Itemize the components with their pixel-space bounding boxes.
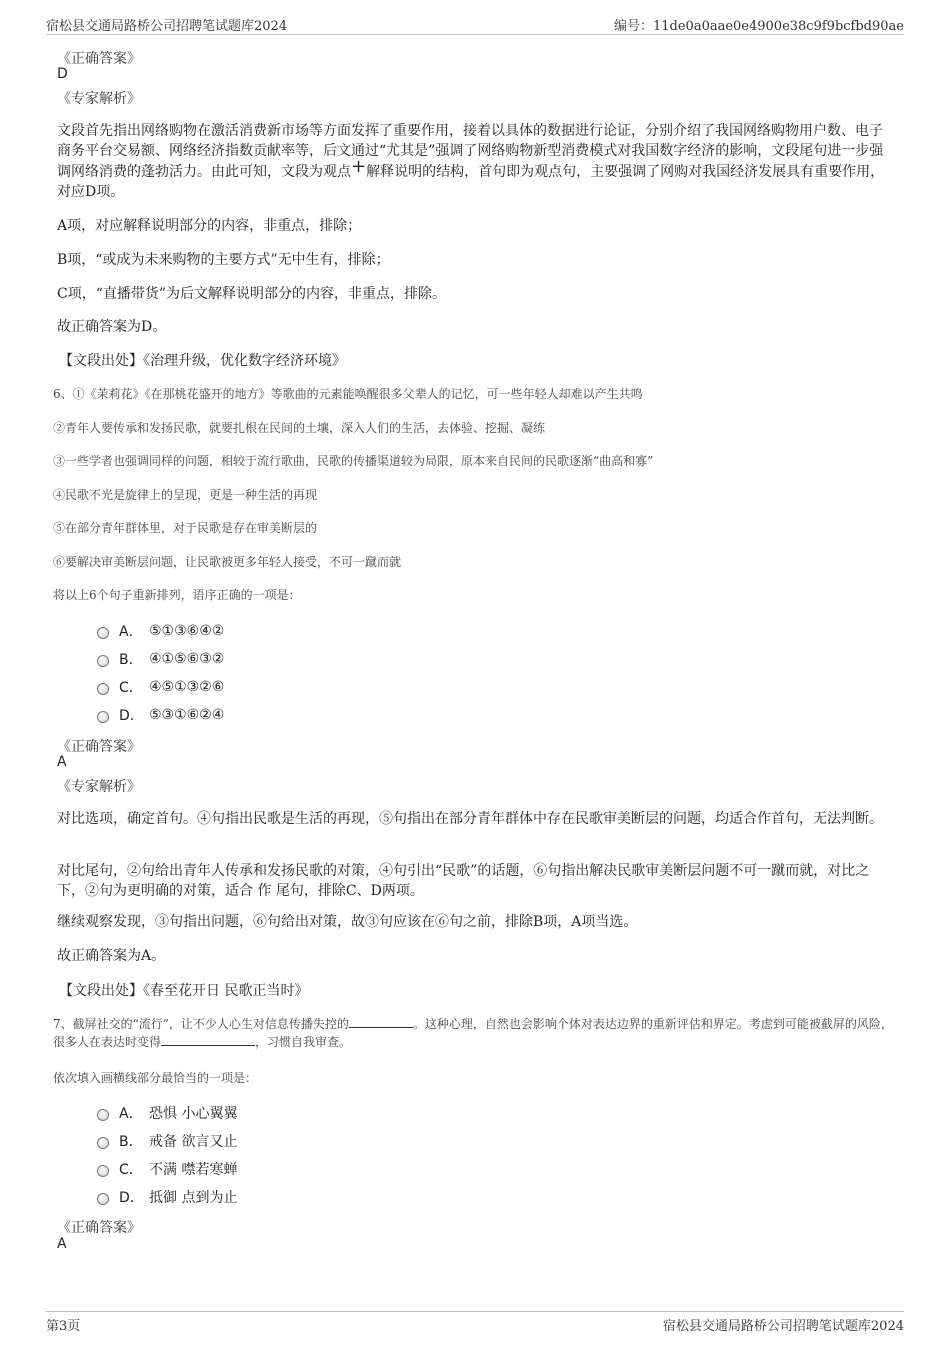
q5-analysis-label: 《专家解析》 — [57, 91, 141, 107]
q6-sentence-3: ③一些学者也强调同样的问题，相较于流行歌曲，民歌的传播渠道较为局限，原本来自民间的民歌逐渐“曲高和寡” — [53, 454, 654, 468]
radio-icon[interactable] — [97, 1165, 109, 1177]
q6-sentence-2: ②青年人要传承和发扬民歌，就要扎根在民间的土壤，深入人们的生活，去体验、挖掘、凝练 — [53, 421, 546, 435]
q6-analysis-label: 《专家解析》 — [57, 779, 141, 795]
footer-title: 宿松县交通局路桥公司招聘笔试题库2024 — [662, 1319, 904, 1334]
q6-analysis-paragraph-1: 对比选项，确定首句。④句指出民歌是生活的再现，⑤句指出在部分青年群体中存在民歌审美断层的问题，均适合作首句，无法判断。 — [57, 811, 883, 827]
q6-sentence-6: ⑥要解决审美断层问题，让民歌被更多年轻人接受，不可一蹴而就 — [53, 555, 402, 569]
radio-icon[interactable] — [97, 711, 109, 723]
q6-analysis-paragraph-3: 继续观察发现，③句指出问题，⑥句给出对策，故③句应该在⑥句之前，排除B项，A项当选。 — [57, 914, 638, 930]
q5-analysis-paragraph-4: C项，“直播带货”为后文解释说明部分的内容，非重点，排除。 — [57, 286, 447, 302]
q5-analysis-paragraph-2: A项，对应解释说明部分的内容，非重点，排除； — [57, 218, 362, 234]
page-number: 第3页 — [46, 1319, 81, 1334]
radio-icon[interactable] — [97, 1137, 109, 1149]
q6-analysis-paragraph-4: 故正确答案为A。 — [57, 948, 166, 964]
radio-icon[interactable] — [97, 627, 109, 639]
q5-answer: D — [57, 66, 68, 82]
q6-answer-label: 《正确答案》 — [57, 739, 141, 755]
q6-option-c[interactable]: C． ④⑤①③②⑥ — [97, 677, 224, 697]
q7-option-a[interactable]: A． 恐惧 小心翼翼 — [97, 1103, 237, 1123]
q6-sentence-4: ④民歌不光是旋律上的呈现，更是一种生活的再现 — [53, 488, 318, 502]
page-footer — [46, 1311, 904, 1334]
q6-option-b[interactable]: B． ④①⑤⑥③② — [97, 649, 224, 669]
q7-option-c[interactable]: C． 不满 噤若寒蝉 — [97, 1159, 237, 1179]
radio-icon[interactable] — [97, 683, 109, 695]
q6-prompt: 将以上6个句子重新排列，语序正确的一项是： — [53, 588, 301, 602]
radio-icon[interactable] — [97, 1193, 109, 1205]
q5-source: 【文段出处】《治理升级，优化数字经济环境》 — [59, 353, 346, 369]
page-header — [46, 14, 904, 35]
q5-analysis-paragraph-1: 文段首先指出网络购物在激活消费新市场等方面发挥了重要作用，接着以具体的数据进行论证，分别介绍了我国网络购物用户数、电子商务平台交易额、网络经济指数贡献率等，后文通过“尤其是”强调了网络购物新型消费模式对我国数字经济的影响，文段尾句进一步强调网络消费的蓬勃活力。由此可知，文段为观点+解释说明的结构，首句即为观点句，主要强调了网购对我国经济发展具有重要作用，对应D项。 — [57, 123, 885, 200]
header-title: 宿松县交通局路桥公司招聘笔试题库2024 — [46, 19, 288, 34]
q7-stem: 7、截屏社交的“流行”，让不少人心生对信息传播失控的 。这种心理，自然也会影响个体对表达边界的重新评估和界定。考虑到可能被截屏的风险，很多人在表达时变得 ，习惯自我审查。 — [53, 1017, 893, 1049]
q7-blank-1 — [349, 1015, 413, 1028]
q7-blank-2 — [161, 1033, 255, 1046]
q6-option-d[interactable]: D． ⑤③①⑥②④ — [97, 705, 224, 725]
q7-answer: A — [57, 1236, 67, 1252]
header-serial-number: 编号：11de0a0aae0e4900e38c9f9bcfbd90ae — [613, 19, 904, 34]
q7-option-d[interactable]: D． 抵御 点到为止 — [97, 1187, 237, 1207]
q6-option-a[interactable]: A． ⑤①③⑥④② — [97, 621, 224, 641]
q7-prompt: 依次填入画横线部分最恰当的一项是： — [53, 1071, 258, 1085]
q7-answer-label: 《正确答案》 — [57, 1220, 141, 1236]
q5-analysis-paragraph-5: 故正确答案为D。 — [57, 319, 167, 335]
radio-icon[interactable] — [97, 1109, 109, 1121]
q6-analysis-paragraph-2: 对比尾句，②句给出青年人传承和发扬民歌的对策，④句引出“民歌”的话题，⑥句指出解决民歌审美断层问题不可一蹴而就，对比之下，②句为更明确的对策，适合 作 尾句，排除C、D两项。 — [57, 863, 870, 899]
q6-answer: A — [57, 754, 67, 770]
plus-sign: + — [351, 156, 367, 177]
q6-sentence-1: 6、①《茉莉花》《在那桃花盛开的地方》等歌曲的元素能唤醒很多父辈人的记忆，可一些年轻人却难以产生共鸣 — [53, 387, 643, 401]
q7-option-b[interactable]: B． 戒备 欲言又止 — [97, 1131, 237, 1151]
q6-sentence-5: ⑤在部分青年群体里，对于民歌是存在审美断层的 — [53, 521, 318, 535]
q5-analysis-paragraph-3: B项，“或成为未来购物的主要方式”无中生有，排除； — [57, 252, 390, 268]
q5-answer-label: 《正确答案》 — [57, 51, 141, 67]
radio-icon[interactable] — [97, 655, 109, 667]
q6-source: 【文段出处】《春至花开日 民歌正当时》 — [59, 983, 309, 999]
